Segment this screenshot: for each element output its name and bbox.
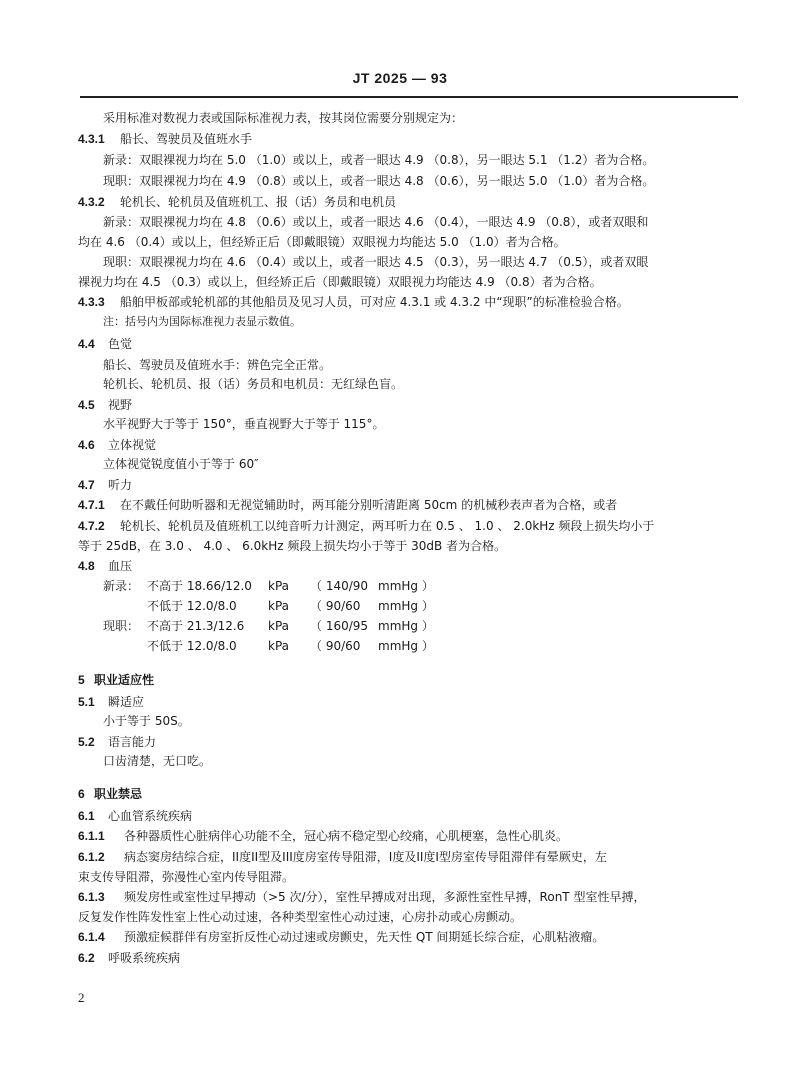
section-heading: 视野: [108, 398, 133, 412]
section-number: 5.1: [78, 695, 95, 709]
section-number: 4.7.2: [78, 519, 105, 533]
paragraph-line: 频发房性或室性过早搏动（>5 次/分），室性早搏成对出现，多源性室性早搏，RonT 型室性早搏，: [124, 890, 646, 904]
bp-current-label: 现职：: [103, 619, 140, 633]
bp-mmhg-value: （ 90/60: [310, 599, 361, 613]
bp-value: 不高于 18.66/12.0: [147, 579, 252, 593]
note-line: 注：括号内为国际标准视力表显示数值。: [103, 315, 301, 328]
chapter-heading: 职业禁忌: [94, 787, 143, 801]
section-number: 4.3.3: [78, 295, 105, 309]
bp-mmhg-unit: mmHg ）: [378, 599, 434, 613]
section-heading: 语言能力: [108, 735, 157, 749]
paragraph-line: 船长、驾驶员及值班水手：辨色完全正常。: [103, 358, 332, 372]
section-number: 4.5: [78, 398, 95, 412]
section-number: 6.1.3: [78, 890, 105, 904]
section-number: 4.3.1: [78, 132, 105, 146]
paragraph-line: 均在 4.6 （0.4）或以上，但经矫正后（即戴眼镜）双眼视力均能达 5.0 （1.0）者为合格。: [78, 235, 566, 249]
paragraph-line: 船舶甲板部或轮机部的其他船员及见习人员，可对应 4.3.1 或 4.3.2 中“现职”的标准检验合格。: [120, 295, 629, 309]
paragraph-line: 束支传导阻滞，弥漫性心室内传导阻滞。: [78, 870, 295, 884]
section-heading: 听力: [108, 478, 133, 492]
bp-mmhg-unit: mmHg ）: [378, 639, 434, 653]
paragraph-line: 立体视觉锐度值小于等于 60″: [103, 457, 259, 471]
paragraph-line: 预激症候群伴有房室折反性心动过速或房颤史，先天性 QT 间期延长综合症，心肌粘液瘤。: [124, 930, 605, 944]
paragraph-line: 现职：双眼裸视力均在 4.9 （0.8）或以上，或者一眼达 4.8 （0.6），另一眼达 5.0 （1.0）者为合格。: [103, 174, 655, 188]
chapter-heading: 职业适应性: [94, 673, 155, 687]
bp-mmhg-unit: mmHg ）: [378, 619, 434, 633]
bp-unit: kPa: [268, 619, 289, 633]
bp-value: 不低于 12.0/8.0: [147, 639, 237, 653]
paragraph-line: 裸视力均在 4.5 （0.3）或以上，但经矫正后（即戴眼镜）双眼视力均能达 4.9 （0.8）者为合格。: [78, 275, 602, 289]
bp-unit: kPa: [268, 599, 289, 613]
chapter-number: 6: [78, 787, 85, 801]
section-heading: 血压: [108, 559, 133, 573]
bp-value: 不低于 12.0/8.0: [147, 599, 237, 613]
section-number: 4.3.2: [78, 195, 105, 209]
section-number: 5.2: [78, 735, 95, 749]
section-number: 6.1.4: [78, 930, 105, 944]
bp-mmhg-unit: mmHg ）: [378, 579, 434, 593]
bp-unit: kPa: [268, 579, 289, 593]
paragraph-line: 轮机长、轮机员及值班机工以纯音听力计测定，两耳听力在 0.5 、 1.0 、 2.0kHz 频段上损失均小于: [120, 519, 655, 533]
bp-unit: kPa: [268, 639, 289, 653]
paragraph-line: 在不戴任何助听器和无视觉辅助时，两耳能分别听清距离 50cm 的机械秒表声者为合格，或者: [120, 498, 618, 512]
paragraph-line: 水平视野大于等于 150°，垂直视野大于等于 115°。: [103, 417, 385, 431]
section-heading: 呼吸系统疾病: [108, 951, 181, 965]
section-heading: 轮机长、轮机员及值班机工、报（话）务员和电机员: [120, 195, 397, 209]
header-rule: [80, 96, 738, 98]
paragraph-line: 新录：双眼裸视力均在 5.0 （1.0）或以上，或者一眼达 4.9 （0.8），另一眼达 5.1 （1.2）者为合格。: [103, 153, 655, 167]
section-number: 6.1: [78, 809, 95, 823]
section-number: 6.1.1: [78, 829, 105, 843]
paragraph-line: 轮机长、轮机员、报（话）务员和电机员：无红绿色盲。: [103, 377, 404, 391]
paragraph-line: 等于 25dB，在 3.0 、 4.0 、 6.0kHz 频段上损失均小于等于 30dB 者为合格。: [78, 539, 507, 553]
paragraph-line: 小于等于 50S。: [103, 714, 190, 728]
intro-line: 采用标准对数视力表或国际标准视力表，按其岗位需要分别规定为：: [103, 111, 464, 125]
chapter-number: 5: [78, 673, 85, 687]
section-heading: 色觉: [108, 337, 133, 351]
paragraph-line: 口齿清楚，无口吃。: [103, 754, 212, 768]
page-number: 2: [78, 990, 85, 1005]
paragraph-line: 反复发作性阵发性室上性心动过速，各种类型室性心动过速，心房扑动或心房颤动。: [78, 910, 523, 924]
paragraph-line: 现职：双眼裸视力均在 4.6 （0.4）或以上，或者一眼达 4.5 （0.3），另一眼达 4.7 （0.5），或者双眼: [103, 255, 649, 269]
section-heading: 心血管系统疾病: [108, 809, 193, 823]
section-number: 6.2: [78, 951, 95, 965]
page-header-code: JT 2025 — 93: [352, 70, 448, 86]
section-number: 4.7.1: [78, 498, 105, 512]
bp-value: 不高于 21.3/12.6: [147, 619, 245, 633]
section-heading: 立体视觉: [108, 438, 157, 452]
bp-mmhg-value: （ 160/95: [310, 619, 369, 633]
section-number: 4.7: [78, 478, 95, 492]
paragraph-line: 新录：双眼裸视力均在 4.8 （0.6）或以上，或者一眼达 4.6 （0.4），一眼达 4.9 （0.8），或者双眼和: [103, 215, 649, 229]
section-number: 4.6: [78, 438, 95, 452]
section-heading: 瞬适应: [108, 695, 145, 709]
bp-mmhg-value: （ 90/60: [310, 639, 361, 653]
section-heading: 船长、驾驶员及值班水手: [120, 132, 253, 146]
paragraph-line: 病态窦房结综合症，II度II型及III度房室传导阻滞，I度及II度I型房室传导阻滞伴有晕厥史，左: [124, 850, 607, 864]
section-number: 4.4: [78, 337, 95, 351]
bp-new-label: 新录：: [103, 579, 140, 593]
section-number: 6.1.2: [78, 850, 105, 864]
bp-mmhg-value: （ 140/90: [310, 579, 369, 593]
paragraph-line: 各种器质性心脏病伴心功能不全，冠心病不稳定型心绞痛，心肌梗塞，急性心肌炎。: [124, 829, 569, 843]
section-number: 4.8: [78, 559, 95, 573]
